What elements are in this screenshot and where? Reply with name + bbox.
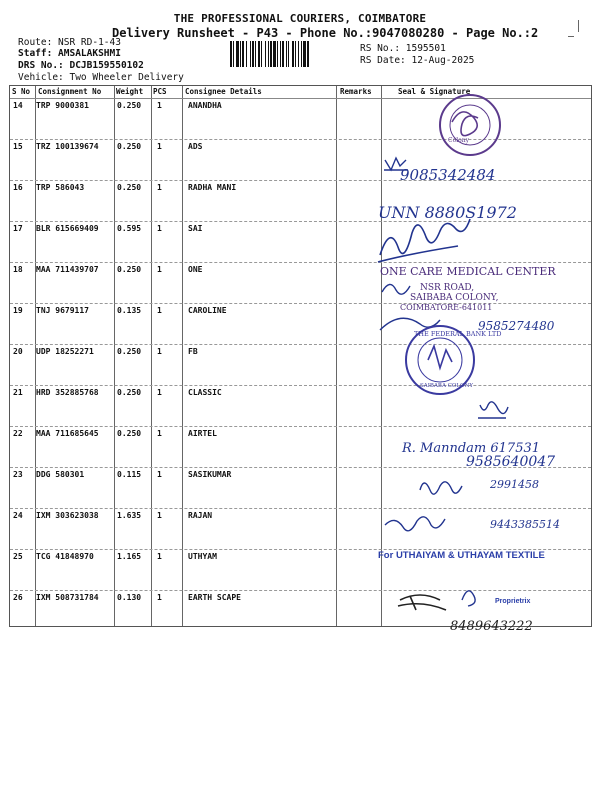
row-consignment-number: MAA 711439707 [36, 265, 99, 274]
row-consignee: RAJAN [188, 511, 213, 520]
row-weight: 0.250 [117, 388, 142, 397]
handwritten-name-22: R. Manndam 617531 [402, 441, 541, 456]
row-consignment-number: TRP 586043 [36, 183, 85, 192]
col-header-pcs: PCS [153, 87, 167, 96]
signature-mark [398, 595, 446, 610]
row-consignment-number: MAA 711685645 [36, 429, 99, 438]
row-pieces: 1 [157, 101, 162, 110]
colony-stamp-text: Colony [448, 137, 469, 144]
row-serial-number: 24 [13, 511, 23, 520]
staff-info: Staff: AMSALAKSHMI [18, 48, 121, 59]
row-consignment-number: IXM 508731784 [36, 593, 99, 602]
row-serial-number: 20 [13, 347, 23, 356]
proprietor-stamp: Proprietrix [495, 598, 531, 605]
row-consignee: CLASSIC [188, 388, 222, 397]
row-weight: 0.130 [117, 593, 142, 602]
signature-mark [378, 219, 470, 262]
col-header-consignment: Consignment No [38, 87, 102, 96]
col-header-sno: S No [12, 87, 31, 96]
row-serial-number: 23 [13, 470, 23, 479]
row-consignee: UTHYAM [188, 552, 217, 561]
row-consignment-number: BLR 615669409 [36, 224, 99, 233]
one-care-stamp-city: COIMBATORE-641011 [400, 303, 493, 312]
one-care-stamp-road: NSR ROAD, [420, 283, 475, 293]
row-consignment-number: DDG 580301 [36, 470, 85, 479]
col-header-signature: Seal & Signature [398, 87, 471, 96]
one-care-stamp-colony: SAIBABA COLONY, [410, 293, 499, 303]
row-serial-number: 22 [13, 429, 23, 438]
row-pieces: 1 [157, 470, 162, 479]
row-pieces: 1 [157, 593, 162, 602]
row-pieces: 1 [157, 552, 162, 561]
row-consignee: SAI [188, 224, 203, 233]
federal-bank-stamp-text: THE FEDERAL BANK LTD [414, 330, 502, 338]
row-serial-number: 17 [13, 224, 23, 233]
signature-mark [420, 482, 462, 494]
row-consignee: CAROLINE [188, 306, 227, 315]
row-consignment-number: TCG 41848970 [36, 552, 94, 561]
row-consignment-number: HRD 352885768 [36, 388, 99, 397]
row-consignment-number: UDP 18252271 [36, 347, 94, 356]
row-consignee: ONE [188, 265, 203, 274]
row-consignee: AIRTEL [188, 429, 217, 438]
handwritten-phone-19: 9585274480 [478, 319, 555, 333]
row-consignee: FB [188, 347, 198, 356]
row-pieces: 1 [157, 388, 162, 397]
route-info: Route: NSR RD-1-43 [18, 37, 121, 48]
row-serial-number: 21 [13, 388, 23, 397]
row-pieces: 1 [157, 347, 162, 356]
row-consignee: RADHA MANI [188, 183, 237, 192]
row-pieces: 1 [157, 142, 162, 151]
row-weight: 0.115 [117, 470, 142, 479]
handwritten-note-16: UNN 8880S1972 [378, 203, 517, 222]
row-weight: 1.635 [117, 511, 142, 520]
runsheet-title: THE PROFESSIONAL COURIERS, COIMBATORE [173, 12, 427, 25]
row-weight: 0.250 [117, 101, 142, 110]
col-header-consignee: Consignee Details [185, 87, 262, 96]
row-serial-number: 15 [13, 142, 23, 151]
row-serial-number: 16 [13, 183, 23, 192]
signature-mark [382, 284, 410, 294]
row-weight: 0.250 [117, 429, 142, 438]
colony-stamp [440, 95, 500, 155]
row-consignment-number: IXM 303623038 [36, 511, 99, 520]
row-pieces: 1 [157, 429, 162, 438]
row-weight: 0.250 [117, 265, 142, 274]
handwritten-phone-22: 9585640047 [466, 454, 556, 470]
row-serial-number: 26 [13, 593, 23, 602]
one-care-stamp-name: ONE CARE MEDICAL CENTER [380, 265, 556, 278]
row-serial-number: 19 [13, 306, 23, 315]
row-consignment-number: TRP 9000381 [36, 101, 89, 110]
runsheet-subtitle: Delivery Runsheet - P43 - Phone No.:9047080280 - Page No.:2 [112, 26, 539, 40]
row-consignee: ANANDHA [188, 101, 222, 110]
row-weight: 1.165 [117, 552, 142, 561]
col-header-remarks: Remarks [340, 87, 372, 96]
handwritten-number-23: 2991458 [490, 478, 539, 491]
row-consignment-number: TNJ 9679117 [36, 306, 89, 315]
rs-number: RS No.: 1595501 [360, 43, 446, 54]
row-pieces: 1 [157, 265, 162, 274]
row-serial-number: 25 [13, 552, 23, 561]
federal-bank-stamp-sub: SAIBABA COLONY [420, 383, 474, 389]
row-weight: 0.250 [117, 347, 142, 356]
signature-mark [478, 402, 508, 418]
row-pieces: 1 [157, 183, 162, 192]
row-consignee: SASIKUMAR [188, 470, 232, 479]
row-serial-number: 18 [13, 265, 23, 274]
drs-number: DRS No.: DCJB159550102 [18, 60, 144, 71]
row-pieces: 1 [157, 224, 162, 233]
row-consignee: ADS [188, 142, 203, 151]
row-consignee: EARTH SCAPE [188, 593, 241, 602]
row-pieces: 1 [157, 306, 162, 315]
vehicle-info: Vehicle: Two Wheeler Delivery [18, 72, 184, 83]
row-weight: 0.595 [117, 224, 142, 233]
handwritten-phone-26: 8489643222 [450, 619, 533, 634]
signature-mark [385, 517, 445, 531]
row-pieces: 1 [157, 511, 162, 520]
col-header-weight: Weight [116, 87, 144, 96]
row-consignment-number: TRZ 100139674 [36, 142, 99, 151]
row-weight: 0.250 [117, 183, 142, 192]
handwritten-phone-15: 9085342484 [400, 166, 496, 184]
row-weight: 0.250 [117, 142, 142, 151]
handwritten-phone-24: 9443385514 [490, 518, 560, 531]
signature-mark [462, 591, 475, 606]
rs-date: RS Date: 12-Aug-2025 [360, 55, 475, 66]
row-serial-number: 14 [13, 101, 23, 110]
uthaiyam-stamp: For UTHAIYAM & UTHAYAM TEXTILE [378, 550, 545, 561]
row-weight: 0.135 [117, 306, 142, 315]
